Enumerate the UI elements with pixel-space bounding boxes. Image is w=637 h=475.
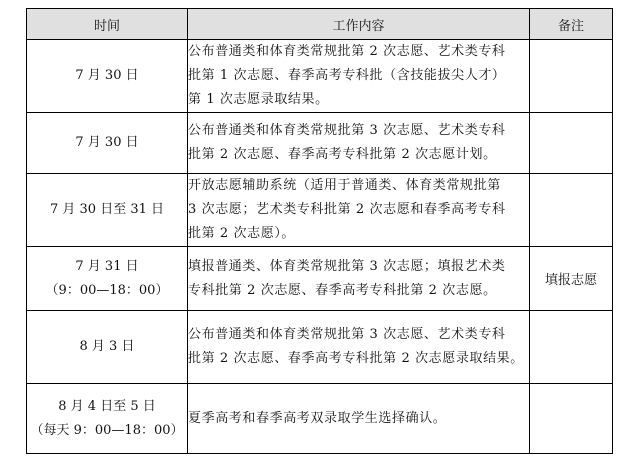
work-line: 批第 1 次志愿、春季高考专科批（含技能拔尖人才） xyxy=(188,68,506,83)
table-row xyxy=(27,384,613,454)
work-line: 第 1 次志愿录取结果。 xyxy=(188,92,329,107)
time-line: 7 月 30 日 xyxy=(75,68,139,83)
time-line: （9：00—18：00） xyxy=(45,282,169,298)
table-row xyxy=(27,311,613,384)
work-line: 公布普通类和体育类常规批第 3 次志愿、艺术类专科 xyxy=(188,123,506,138)
work-line: 批第 2 次志愿、春季高考专科批第 2 次志愿计划。 xyxy=(188,147,497,162)
table-row xyxy=(27,174,613,247)
remarks-cell xyxy=(530,174,613,247)
time-cell xyxy=(27,384,188,454)
work-line: 专科批第 2 次志愿、春季高考专科批第 2 次志愿。 xyxy=(188,282,497,298)
work-line: 公布普通类和体育类常规批第 2 次志愿、艺术类专科 xyxy=(188,44,506,59)
table-header xyxy=(27,9,613,40)
time-line: 8 月 3 日 xyxy=(79,339,135,354)
time-cell xyxy=(27,247,188,311)
work-line: 批第 2 次志愿、春季高考专科批第 2 次志愿录取结果。 xyxy=(188,351,524,366)
remarks-cell: 填报志愿 xyxy=(530,247,613,311)
work-content-cell xyxy=(188,247,530,311)
work-content-cell xyxy=(188,40,530,113)
table-row xyxy=(27,40,613,113)
work-content-cell xyxy=(188,174,530,247)
work-line: 填报普通类、体育类常规批第 3 次志愿；填报艺术类 xyxy=(188,258,506,274)
work-line: 公布普通类和体育类常规批第 3 次志愿、艺术类专科 xyxy=(188,327,506,342)
time-line: 7 月 30 日至 31 日 xyxy=(49,202,165,217)
header-work-content: 工作内容 xyxy=(188,9,530,40)
remarks-cell xyxy=(530,384,613,454)
header-time: 时间 xyxy=(27,9,188,40)
time-line: （每天 9：00—18：00） xyxy=(30,422,184,438)
time-line: 7 月 30 日 xyxy=(75,135,139,150)
work-content-cell xyxy=(188,113,530,174)
time-cell xyxy=(27,40,188,113)
schedule-table xyxy=(26,8,613,454)
work-content-cell xyxy=(188,311,530,384)
time-line: 8 月 4 日至 5 日 xyxy=(58,398,156,414)
table-body xyxy=(27,40,613,454)
table-row xyxy=(27,247,613,311)
remarks-cell xyxy=(530,113,613,174)
work-line: 批第 2 次志愿）。 xyxy=(188,226,296,241)
header-remarks: 备注 xyxy=(530,9,613,40)
remarks-cell xyxy=(530,40,613,113)
table-row xyxy=(27,113,613,174)
header-row xyxy=(27,9,613,40)
work-line: 开放志愿辅助系统（适用于普通类、体育类常规批第 xyxy=(188,178,501,193)
work-line: 夏季高考和春季高考双录取学生选择确认。 xyxy=(188,410,447,426)
time-cell xyxy=(27,113,188,174)
work-content-cell xyxy=(188,384,530,454)
remarks-cell xyxy=(530,311,613,384)
work-line: 3 次志愿；艺术类专科批第 2 次志愿和春季高考专科 xyxy=(188,202,506,217)
time-cell xyxy=(27,174,188,247)
time-line: 7 月 31 日 xyxy=(75,258,139,274)
time-cell xyxy=(27,311,188,384)
